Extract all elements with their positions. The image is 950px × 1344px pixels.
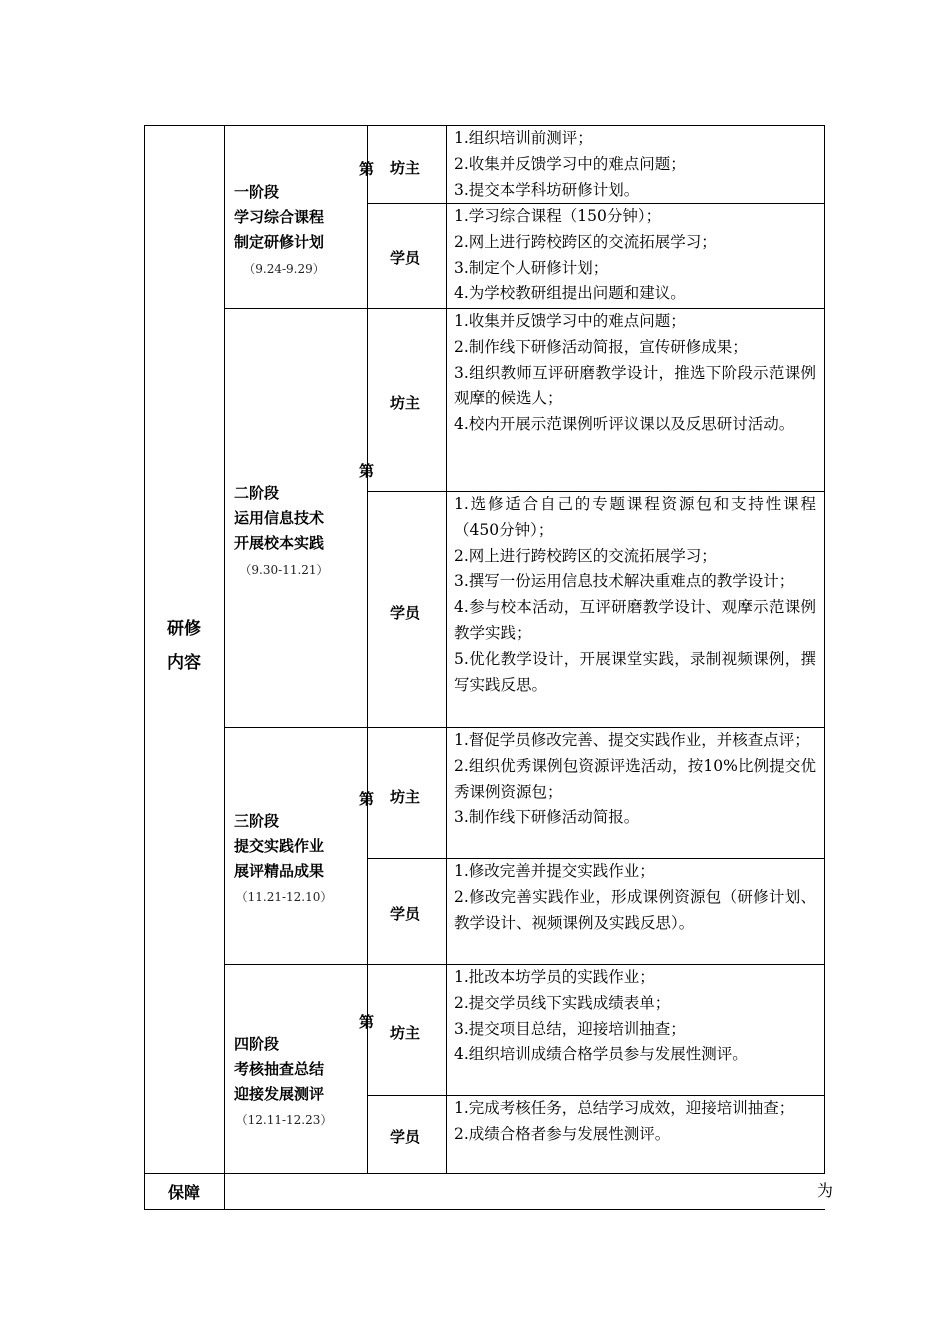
section-label-line1: 研修	[167, 619, 201, 639]
stage-4-title-line2: 迎接发展测评	[234, 1085, 325, 1103]
stage-2-date: （9.30-11.21）	[239, 563, 329, 577]
stage-2-role-1: 坊主	[390, 394, 421, 412]
stage-2-role-2: 学员	[390, 604, 421, 622]
stage-2-role-1-content	[454, 309, 816, 438]
list-item: 1.学习综合课程（150分钟）；	[454, 207, 662, 225]
stage-3-title-line1: 提交实践作业	[234, 837, 325, 855]
stage-4-role-1: 坊主	[390, 1024, 421, 1042]
list-item: 5.优化教学设计，开展课堂实践，录制视频课例，撰写实践反思。	[454, 649, 816, 694]
list-item: 3.提交本学科坊研修计划。	[454, 180, 640, 199]
stage-2-di-char: 第	[359, 462, 375, 480]
stage-4-di-char: 第	[359, 1013, 375, 1031]
stage-3-title-line2: 展评精品成果	[234, 862, 325, 880]
stage-1-cell	[234, 180, 324, 255]
list-item: 1.批改本坊学员的实践作业；	[454, 968, 655, 986]
list-item: 1.修改完善并提交实践作业；	[454, 862, 655, 880]
stage-1-di-char: 第	[359, 160, 375, 178]
section-label	[144, 612, 224, 680]
stage-2-title-line2: 开展校本实践	[234, 534, 325, 552]
stage-1-role-1-content	[454, 126, 816, 203]
stage-2-title-line1: 运用信息技术	[234, 509, 325, 527]
stage-3-di-char: 第	[359, 790, 375, 808]
list-item: 2.提交学员线下实践成绩表单；	[454, 993, 671, 1012]
list-item: 2.成绩合格者参与发展性测评。	[454, 1124, 671, 1143]
list-item: 1.选修适合自己的专题课程资源包和支持性课程（450分钟）；	[454, 495, 816, 539]
list-item: 1.督促学员修改完善、提交实践作业，并核查点评；	[454, 731, 810, 749]
stage-1-title-line1: 学习综合课程	[234, 208, 325, 226]
list-item: 4.组织培训成绩合格学员参与发展性测评。	[454, 1045, 748, 1064]
stage-3-role-1: 坊主	[390, 788, 421, 806]
list-item: 2.网上进行跨校跨区的交流拓展学习；	[454, 232, 717, 251]
stage-4-title-line1: 考核抽查总结	[234, 1060, 325, 1078]
list-item: 2.网上进行跨校跨区的交流拓展学习；	[454, 546, 717, 565]
list-item: 4.为学校教研组提出问题和建议。	[454, 284, 686, 303]
list-item: 2.修改完善实践作业，形成课例资源包（研修计划、教学设计、视频课例及实践反思）。	[454, 887, 816, 932]
stage-3-cell	[234, 809, 324, 884]
stage-4-role-2-content	[454, 1096, 816, 1148]
list-item: 3.撰写一份运用信息技术解决重难点的教学设计；	[454, 572, 795, 591]
list-item: 2.组织优秀课例包资源评选活动，按10%比例提交优秀课例资源包；	[454, 756, 816, 801]
stage-1-name: 一阶段	[234, 183, 280, 201]
stage-3-role-2: 学员	[390, 905, 421, 923]
stage-4-cell	[234, 1032, 324, 1107]
footer-trailing-char: 为	[817, 1181, 834, 1200]
stage-3-role-2-content	[454, 859, 816, 936]
stage-4-date: （12.11-12.23）	[235, 1113, 333, 1127]
list-item: 3.制定个人研修计划；	[454, 258, 609, 277]
section-label-line2: 内容	[167, 653, 201, 673]
stage-4-role-2: 学员	[390, 1128, 421, 1146]
stage-1-role-2: 学员	[390, 249, 421, 267]
footer-label: 保障	[167, 1183, 200, 1202]
list-item: 3.组织教师互评研磨教学设计，推选下阶段示范课例观摩的候选人；	[454, 363, 816, 408]
list-item: 4.参与校本活动，互评研磨教学设计、观摩示范课例教学实践；	[454, 598, 816, 642]
stage-4-name: 四阶段	[234, 1035, 280, 1053]
stage-3-role-1-content	[454, 728, 816, 831]
list-item: 1.完成考核任务，总结学习成效，迎接培训抽查；	[454, 1099, 795, 1117]
stage-1-role-1: 坊主	[390, 159, 421, 177]
stage-2-name: 二阶段	[234, 484, 280, 502]
list-item: 1.收集并反馈学习中的难点问题；	[454, 312, 686, 330]
stage-1-role-2-content	[454, 204, 816, 307]
list-item: 4.校内开展示范课例听评议课以及反思研讨活动。	[454, 415, 795, 434]
stage-4-role-1-content	[454, 965, 816, 1068]
stage-3-name: 三阶段	[234, 812, 280, 830]
stage-1-date: （9.24-9.29）	[243, 262, 325, 276]
stage-1-title-line2: 制定研修计划	[234, 233, 325, 251]
stage-3-date: （11.21-12.10）	[235, 890, 333, 904]
list-item: 2.制作线下研修活动简报，宣传研修成果；	[454, 337, 748, 356]
stage-2-cell	[234, 481, 324, 556]
list-item: 3.制作线下研修活动简报。	[454, 808, 640, 827]
stage-2-role-2-content	[454, 492, 816, 698]
list-item: 2.收集并反馈学习中的难点问题；	[454, 154, 686, 173]
list-item: 1.组织培训前测评；	[454, 129, 593, 147]
list-item: 3.提交项目总结，迎接培训抽查；	[454, 1019, 686, 1038]
